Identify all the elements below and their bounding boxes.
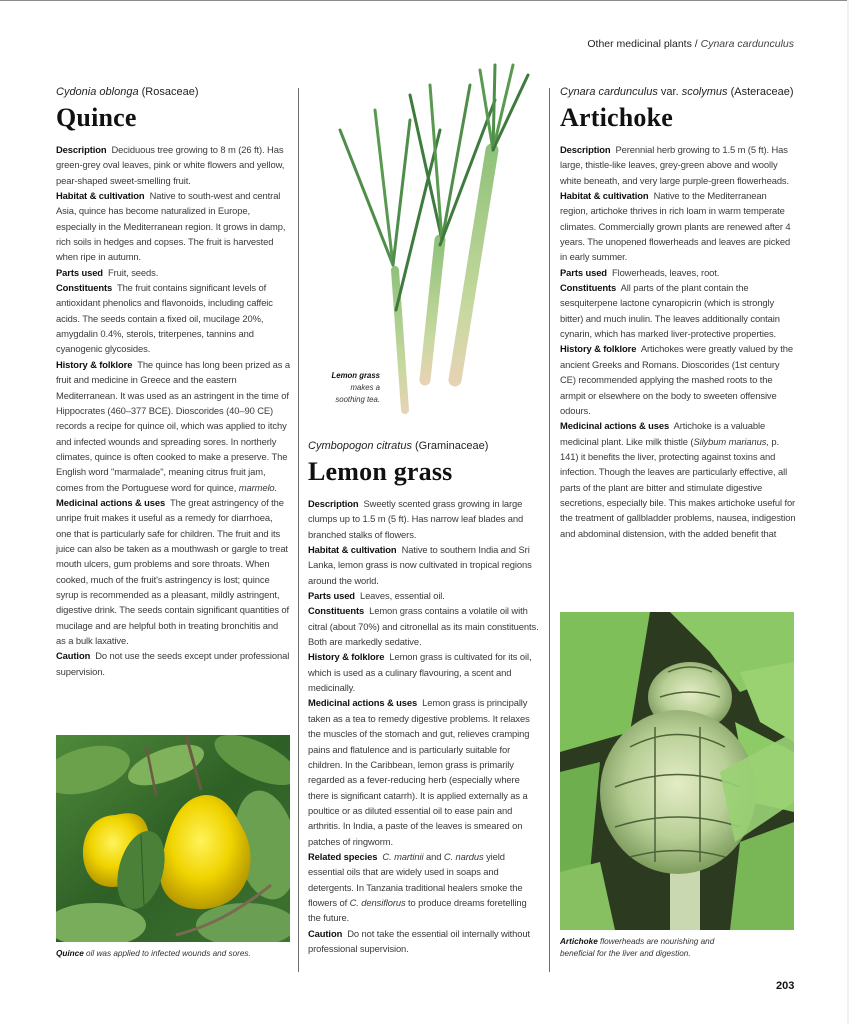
artichoke-photo — [560, 612, 794, 930]
quince-photo — [56, 735, 290, 942]
lemongrass-photo — [330, 55, 540, 415]
column-divider-1 — [298, 88, 299, 972]
latin-binomial: Cydonia oblonga — [56, 86, 139, 98]
entry-artichoke — [560, 84, 796, 541]
section-history: History & folklore The quince has long been prized as a fruit and medicine in Greece and the eastern Mediterranean. It was used as an astringent in the time of Hippocrates (460–377 BCE). Dioscorides (40–90 CE) records a recipe for quince oil, which was applied to itchy and infected wounds and spreading sores. In northerly climates, quince is often cooked to make a preserve. The English word "marmalade", meaning citrus fruit jam, comes from the Portuguese word for quince, marmelo. — [56, 358, 290, 493]
section-caution: Caution Do not use the seeds except under professional supervision. — [56, 650, 290, 677]
plant-family: (Asteraceae) — [730, 86, 794, 98]
running-head — [587, 38, 794, 50]
running-head-section: Other medicinal plants — [587, 38, 692, 50]
plant-family: (Graminaceae) — [415, 440, 489, 452]
entry-body — [308, 496, 540, 956]
entry-quince — [56, 84, 290, 679]
section-habitat: Habitat & cultivation Native to the Mediterranean region, artichoke thrives in rich loam in warm temperate climates. Commercially grown plants are renewed after 4 years. The unopened flowerheads and leaves are picked in early summer. — [560, 190, 791, 263]
section-parts-used: Parts used Fruit, seeds. — [56, 266, 159, 278]
section-medicinal-uses: Medicinal actions & uses Lemon grass is principally taken as a tea to remedy digestive problems. It relaxes the muscles of the stomach and gut, relieves cramping pains and flatulence and is particularly suitable for children. In the Caribbean, lemon grass is primarily regarded as a fever-reducing herb (especially where there is significant catarrh). It is applied externally as a poultice or as diluted essential oil to ease pain and arthritis. In India, a paste of the leaves is smeared on patches of ringworm. — [308, 697, 530, 847]
section-parts-used: Parts used Flowerheads, leaves, root. — [560, 266, 720, 278]
common-name-heading: Artichoke — [560, 103, 673, 132]
section-habitat: Habitat & cultivation Native to southern India and Sri Lanka, lemon grass is now cultivated in tropical regions around the world. — [308, 544, 532, 586]
page-number: 203 — [776, 980, 795, 992]
section-description: Description Sweetly scented grass growing in large clumps up to 1.5 m (5 ft). Has narrow leaf blades and branched stalks of flowers. — [308, 498, 524, 540]
lemongrass-image-caption: Lemon grass makes a soothing tea. — [331, 371, 380, 404]
section-parts-used: Parts used Leaves, essential oil. — [308, 590, 445, 602]
entry-lemon-grass — [308, 438, 540, 956]
latin-name — [56, 84, 290, 100]
latin-binomial: Cynara cardunculus — [560, 86, 658, 98]
section-constituents: Constituents All parts of the plant contain the sesquiterpene lactone cynaropicrin (which is strongly bitter) and much inulin. The leaves additionally contain cynarin, which has marked liver-protective properties. — [560, 282, 780, 340]
plant-family: (Rosaceae) — [141, 86, 199, 98]
section-history: History & folklore Artichokes were greatly valued by the ancient Greeks and Romans. Dioscorides (1st century CE) recommended applying the mashed roots to the armpit or elsewhere on the body to sweeten offensive odours. — [560, 343, 793, 416]
artichoke-caption: Artichoke flowerheads are nourishing and beneficial for the liver and digestion. — [560, 937, 715, 958]
latin-binomial: Cymbopogon citratus — [308, 440, 412, 452]
page-top-border — [0, 0, 849, 1]
section-medicinal-uses: Medicinal actions & uses Artichoke is a valuable medicinal plant. Like milk thistle (Silybum marianus, p. 141) it benefits the liver, protecting against toxins and infection. Though the leaves are particularly effective, all parts of the plant are bitter and stimulate digestive secretions, especially bile. This makes artichoke useful for the treatment of gallbladder problems, nausea, indigestion and abdominal distension, with the added benefit that — [560, 420, 796, 539]
quince-caption: Quince oil was applied to infected wounds and sores. — [56, 949, 251, 958]
section-habitat: Habitat & cultivation Native to south-west and central Asia, quince has become naturalized in Europe, especially in the Mediterranean region. It grows in damp, rich soils in hedges and copses. The fruit is harvested when ripe in autumn. — [56, 190, 286, 263]
running-head-species: Cynara cardunculus — [700, 38, 794, 50]
section-medicinal-uses: Medicinal actions & uses The great astringency of the unripe fruit makes it useful as a remedy for diarrhoea, one that is particularly safe for children. The fruit and its juice can also be taken as a mouthwash or gargle to treat mouth ulcers, gum problems and sore throats. When cooked, much of the fruit's astringency is lost; quince syrup is recommended as a pleasant, mildly astringent, digestive drink. The seeds contain significant quantities of mucilage and are helpful both in treating bronchitis and as a bulk laxative. — [56, 496, 290, 646]
entry-body — [56, 142, 290, 679]
section-constituents: Constituents The fruit contains significant levels of antioxidant phenolics and flavonoids, including caffeic acids. The seeds contain a fixed oil, mucilage 20%, amygdalin 0.4%, sterols, triterpenes, tannins and cyanogenic glycosides. — [56, 282, 273, 355]
section-constituents: Constituents Lemon grass contains a volatile oil with citral (about 70%) and citronellal as its main constituents. Both are markedly sedative. — [308, 605, 539, 648]
running-head-separator: / — [691, 38, 701, 50]
section-history: History & folklore Lemon grass is cultivated for its oil, which is used as a culinary flavouring, a scent and medicinally. — [308, 651, 532, 694]
section-description: Description Deciduous tree growing to 8 m (26 ft). Has green-grey oval leaves, pink or white flowers and yellow, pear-shaped sweet-smelling fruit. — [56, 144, 285, 186]
common-name-heading: Lemon grass — [308, 457, 453, 486]
column-divider-2 — [549, 88, 550, 972]
section-related-species: Related species C. martinii and C. nardus yield essential oils that are widely used in soaps and detergents. In Tanzania traditional healers smoke the flowers of C. densiflorus to produce dreams foretelling the future. — [308, 850, 527, 924]
latin-name — [308, 438, 540, 454]
section-caution: Caution Do not take the essential oil internally without professional supervision. — [308, 927, 531, 954]
latin-name: Cynara cardunculus var. scolymus (Asteraceae) — [560, 86, 794, 98]
section-description: Description Perennial herb growing to 1.5 m (5 ft). Has large, thistle-like leaves, grey-green above and woolly white beneath, and very large purple-green flowerheads. — [560, 144, 790, 186]
common-name-heading: Quince — [56, 103, 137, 132]
entry-body — [560, 142, 796, 541]
